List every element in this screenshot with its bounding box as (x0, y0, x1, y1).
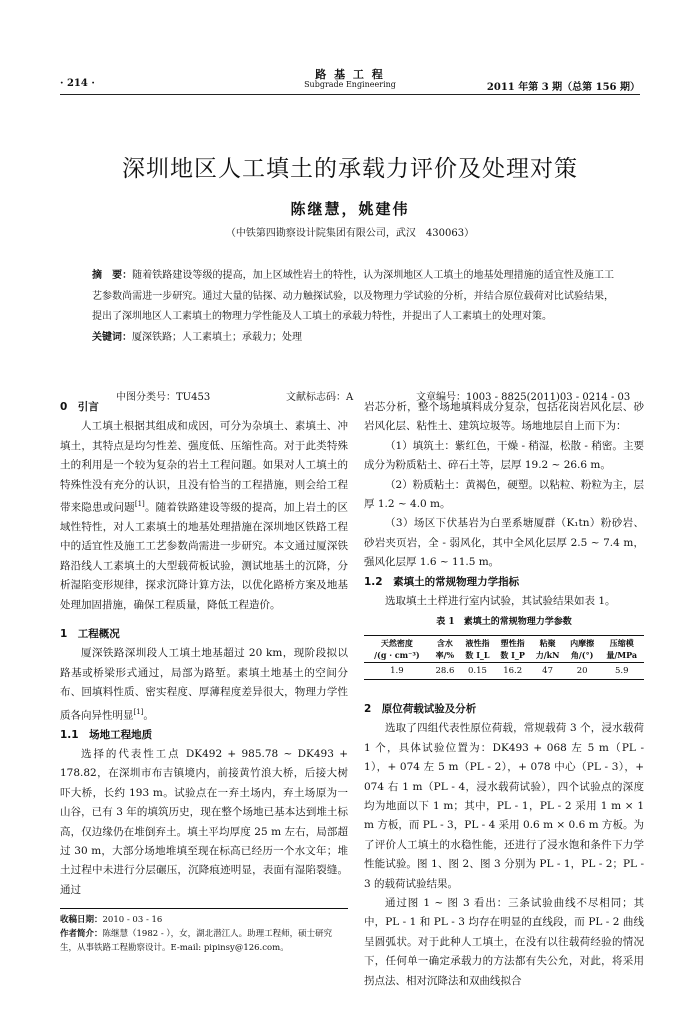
paper-title: 深圳地区人工填土的承载力评价及处理对策 (122, 156, 578, 182)
table-cell: 16.2 (503, 665, 523, 676)
keywords (92, 328, 614, 349)
intro-paragraph: 人工填土根据其组成和成因，可分为杂填土、素填土、冲填土，其特点是均匀性差、强度低、压缩性高。对于此类特殊土的利用是一个较为复杂的岩土工程问题。如果对人工填土的特殊性没有充分的认识，且没有恰当的工程措施，则会给工程带来隐患或问题[1]。随着铁路建设等级的提高，加上岩土的区域性特性，对人工素填土的地基处理措施在深圳地区铁路工程中的适宜性及施工工艺参数尚需进一步研究。本文通过厦深铁路沿线人工素填土的大型载荷板试验，测试地基土的沉降，分析湿陷变形规律，探求沉降计算方法，以优化路桥方案及地基处理加固措施，确保工程质量，降低工程造价。 (60, 420, 349, 611)
issue-info: 2011 年第 3 期（总第 156 期） (486, 82, 640, 93)
continued-paragraph: 岩芯分析，整个场地填料成分复杂，包括花岗岩风化层、砂岩风化层、粘性土、建筑垃圾等。场地地层自上而下为： (364, 401, 644, 433)
table-cell: 1.9 (390, 665, 404, 676)
running-header (60, 62, 640, 98)
clc-number: 中图分类号：TU453 (116, 392, 211, 403)
left-column (60, 398, 348, 900)
citation-ref: [1] (134, 500, 145, 509)
table-header-cell: 压缩模 量/MPa (606, 637, 638, 660)
table-header-cell: 液性指 数 I_L (465, 637, 490, 660)
table-header-cell: 含水 率/% (435, 637, 455, 660)
author-affiliation: （中铁第四勘察设计院集团有限公司，武汉 430063） (225, 228, 475, 239)
author-bio: 作者简介：陈继慧（1982 - ），女，湖北潜江人。助理工程师，硕士研究生，从事铁路工程勘察设计。E-mail: pipinsy@126.com。 (60, 929, 333, 953)
article-number: 文章编号：1003 - 8825(2011)03 - 0214 - 03 (416, 392, 631, 403)
citation-ref: [1] (133, 707, 144, 716)
section-0-heading: 0 引言 (60, 401, 99, 413)
keywords-label: 关键词： (92, 331, 132, 343)
table-header-cell: 粘聚 力/kN (535, 637, 560, 660)
table-cell: 5.9 (614, 665, 629, 676)
table-row (364, 662, 644, 679)
section-2-heading: 2 原位荷载试验及分析 (364, 702, 477, 715)
stratum-item-2: （2）粉质粘土：黄褐色，硬塑。以粘粒、粉粒为主，层厚 1.2 ~ 4.0 m。 (364, 478, 644, 511)
table-cell: 0.15 (468, 665, 487, 676)
site-geology-paragraph: 选择的代表性工点 DK492 + 985.78 ~ DK493 + 178.82，在深圳市布吉镇境内，前接黄竹浪大桥，后接大树吓大桥，长约 193 m。试验点在一弃土场内，弃土场原为一山谷，已有 3 年的填筑历史，现在整个场地已基本达到堆土标高，仅边缘仍在堆倒弃土。填土平均厚度 25 m 左右，局部超过 30 m，大部分场地堆填至现在标高已经历一个水文年；堆土过程中未进行分层碾压，沉降痕迹明显，表面有湿陷裂缝。通过 (60, 747, 348, 896)
abstract (92, 266, 614, 328)
paper-authors: 陈继慧，姚建伟 (290, 200, 410, 218)
table-intro-paragraph: 选取填土土样进行室内试验，其试验结果如表 1。 (385, 595, 616, 608)
abstract-text: 随着铁路建设等级的提高，加上区域性岩土的特性，认为深圳地区人工填土的地基处理措施的适宜性及施工工艺参数尚需进一步研究。通过大量的钻探、动力触探试验，以及物理力学试验的分析，并结合原位载荷对比试验结果，提出了深圳地区人工素填土的物理力学性能及人工填土的承载力特性，并提出了人工素填土的处理对策。 (92, 270, 615, 322)
stratum-item-1: （1）填筑土：紫红色，干燥 - 稍湿，松散 - 稍密。主要成分为粉质粘土、碎石土等，层厚 19.2 ~ 26.6 m。 (364, 439, 644, 472)
journal-name: 路 基 工 程 (315, 68, 385, 81)
section-1-heading: 1 工程概况 (60, 627, 120, 640)
table-cell: 28.6 (435, 665, 455, 676)
load-test-paragraph: 选取了四组代表性原位荷载，常规载荷 3 个，浸水载荷 1 个，具体试验位置为：DK493 + 068 左 5 m（PL - 1），+ 074 左 5 m（PL - 2），+ 078 中心（PL - 3），+ 074 右 1 m（PL - 4，浸水载荷试验），四个试验点的深度均为地面以下 1 m；其中，PL - 1，PL - 2 采用 1 m × 1 m 方板，而 PL - 3，PL - 4 采用 0.6 m × 0.6 m 方板。为了评价人工填土的水稳性能，还进行了浸水饱和条件下力学性能试验。图 1、图 2、图 3 分别为 PL - 1，PL - 2；PL - 3 的载荷试验结果。 (364, 722, 644, 890)
table-cell: 47 (542, 665, 553, 676)
section-1-1-heading: 1.1 场地工程地质 (60, 728, 153, 741)
footnote (60, 908, 348, 955)
overview-paragraph: 厦深铁路深圳段人工填土地基超过 20 km，现阶段拟以路基或桥梁形式通过，局部为路堑。素填土地基土的空间分布、回填料性质、密实程度、厚薄程度差异很大，物理力学性质各向异性明显[1]。 (60, 647, 348, 722)
table-header-cell: 天然密度 /(g · cm⁻³) (374, 637, 420, 660)
header-rule (60, 94, 640, 95)
load-test-analysis-paragraph: 通过图 1 ~ 图 3 看出：三条试验曲线不尽相同；其中，PL - 1 和 PL - 3 均存在明显的直线段，而 PL - 2 曲线呈圆弧状。对于此种人工填土，在没有以往载荷经验的情况下，任何单一确定承载力的方法都有失公允，对此，将采用拐点法、相对沉降法和双曲线拟合 (364, 896, 644, 987)
page-number: · 214 · (60, 78, 95, 89)
stratum-item-3: （3）场区下伏基岩为白垩系塘厦群（K₁tn）粉砂岩、砂岩夹页岩，全 - 弱风化，其中全风化层厚 2.5 ~ 7.4 m，强风化层厚 1.6 ~ 11.5 m。 (364, 517, 644, 569)
section-1-2-heading: 1.2 素填土的常规物理力学指标 (364, 575, 520, 588)
table-header-cell: 塑性指 数 I_P (500, 637, 525, 660)
keywords-text: 厦深铁路；人工素填土；承载力；处理 (132, 331, 302, 343)
right-column (364, 398, 644, 991)
document-code: 文献标志码：A (286, 392, 354, 403)
abstract-label: 摘 要： (92, 270, 133, 281)
table-header-cell: 内摩擦 角/(°) (570, 637, 595, 660)
table-1 (364, 635, 644, 680)
journal-name-en: Subgrade Engineering (304, 80, 396, 89)
table-header-row (364, 635, 644, 662)
received-date: 收稿日期：2010 - 03 - 16 (60, 915, 163, 925)
table-cell: 20 (576, 665, 588, 676)
abstract-block (92, 266, 614, 348)
table-1-caption: 表 1 素填土的常规物理力学参数 (436, 617, 572, 628)
